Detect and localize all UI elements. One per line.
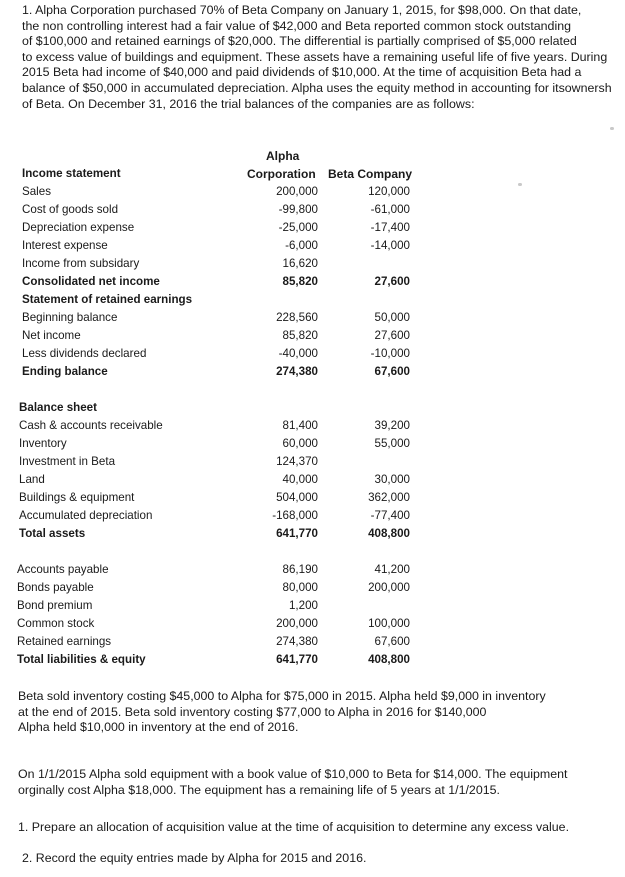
- note-line: On 1/1/2015 Alpha sold equipment with a book value of $10,000 to Beta for $14,000. The equipment: [18, 767, 568, 781]
- alpha-value: 200,000: [276, 185, 318, 198]
- alpha-column-header-line1: Alpha: [266, 149, 300, 163]
- table-row: [0, 239, 625, 256]
- scan-smudge: [610, 127, 614, 130]
- row-label: Cash & accounts receivable: [19, 419, 163, 432]
- intercompany-inventory-note: [18, 689, 546, 736]
- alpha-value: 80,000: [282, 581, 318, 594]
- row-label: Income from subsidary: [22, 257, 140, 270]
- row-label: Bond premium: [17, 599, 93, 612]
- row-label: Land: [19, 473, 45, 486]
- note-line: at the end of 2015. Beta sold inventory costing $77,000 to Alpha in 2016 for $140,000: [18, 704, 487, 719]
- row-label: Depreciation expense: [22, 221, 135, 234]
- table-row: [0, 221, 625, 238]
- table-row: [0, 581, 625, 598]
- problem-intro: [22, 3, 612, 112]
- question-1: 1. Prepare an allocation of acquisition value at the time of acquisition to determine any excess value.: [18, 820, 570, 834]
- beta-value: 50,000: [374, 311, 410, 324]
- row-label: Beginning balance: [22, 311, 118, 324]
- row-label: Balance sheet: [19, 401, 97, 414]
- row-label: Ending balance: [22, 365, 108, 378]
- beta-value: 39,200: [374, 419, 410, 432]
- table-row: [0, 437, 625, 454]
- beta-value: 200,000: [368, 581, 410, 594]
- alpha-value: 85,820: [282, 275, 318, 288]
- alpha-value: 85,820: [282, 329, 318, 342]
- beta-value: 362,000: [368, 491, 410, 504]
- intro-line: of Beta. On December 31, 2016 the trial balances of the companies are as follows:: [22, 96, 475, 111]
- note-line: Alpha held $10,000 in inventory at the end of 2016.: [18, 720, 299, 735]
- beta-value: 27,600: [374, 329, 410, 342]
- row-label: Total liabilities & equity: [17, 653, 146, 666]
- intro-line: the non controlling interest had a fair value of $42,000 and Beta reported common stock outstanding: [22, 18, 571, 33]
- row-label: Interest expense: [22, 239, 108, 252]
- row-label: Statement of retained earnings: [22, 293, 193, 306]
- question-2: 2. Record the equity entries made by Alpha for 2015 and 2016.: [22, 851, 367, 865]
- row-label: Inventory: [19, 437, 67, 450]
- intercompany-equipment-note: [18, 767, 567, 798]
- table-row: [0, 185, 625, 202]
- intro-line: of $100,000 and retained earnings of $20,000. The differential is partially comprised of $5,000 related: [22, 34, 577, 49]
- table-row: [0, 455, 625, 472]
- row-label: Bonds payable: [17, 581, 94, 594]
- row-label: Consolidated net income: [22, 275, 160, 288]
- note-line: orginally cost Alpha $18,000. The equipment has a remaining life of 5 years at 1/1/2015.: [18, 782, 500, 797]
- alpha-value: 124,370: [276, 455, 318, 468]
- alpha-value: 228,560: [276, 311, 318, 324]
- row-label: Retained earnings: [17, 635, 112, 648]
- table-row: [0, 365, 625, 382]
- alpha-value: 274,380: [276, 365, 318, 378]
- table-row: [0, 419, 625, 436]
- beta-value: -17,400: [370, 221, 410, 234]
- row-label: Common stock: [17, 617, 95, 630]
- alpha-value: 504,000: [276, 491, 318, 504]
- alpha-value: 200,000: [276, 617, 318, 630]
- row-label: Cost of goods sold: [22, 203, 119, 216]
- beta-value: 408,800: [368, 653, 410, 666]
- beta-value: 67,600: [374, 635, 410, 648]
- beta-value: 67,600: [374, 365, 410, 378]
- intro-line: 2015 Beta had income of $40,000 and paid dividends of $10,000. At the time of acquisition Beta had a: [22, 65, 582, 80]
- table-row: [0, 527, 625, 544]
- table-row: [0, 293, 625, 310]
- row-label: Total assets: [19, 527, 86, 540]
- beta-value: -10,000: [370, 347, 410, 360]
- alpha-value: -99,800: [278, 203, 318, 216]
- row-label: Buildings & equipment: [19, 491, 135, 504]
- alpha-value: -6,000: [285, 239, 318, 252]
- scan-smudge: [518, 183, 522, 186]
- alpha-value: 641,770: [276, 527, 318, 540]
- beta-value: 55,000: [374, 437, 410, 450]
- alpha-value: 81,400: [282, 419, 318, 432]
- beta-value: 408,800: [368, 527, 410, 540]
- table-row: [0, 563, 625, 580]
- alpha-value: 1,200: [288, 599, 318, 612]
- table-row: [0, 329, 625, 346]
- alpha-value: 16,620: [282, 257, 318, 270]
- beta-value: 41,200: [374, 563, 410, 576]
- beta-value: -61,000: [370, 203, 410, 216]
- table-row: [0, 167, 625, 184]
- table-row: [0, 653, 625, 670]
- table-row: [0, 401, 625, 418]
- table-row: [0, 203, 625, 220]
- alpha-value: 274,380: [276, 635, 318, 648]
- table-row: [0, 347, 625, 364]
- intro-line: balance of $50,000 in accumulated depreciation. Alpha uses the equity method in accounting for itsownersh: [22, 80, 612, 95]
- beta-value: -14,000: [370, 239, 410, 252]
- table-row: [0, 491, 625, 508]
- row-label: Sales: [22, 185, 52, 198]
- row-label: Net income: [22, 329, 81, 342]
- row-label: Accumulated depreciation: [19, 509, 153, 522]
- table-row: [0, 635, 625, 652]
- row-label: Investment in Beta: [19, 455, 116, 468]
- beta-value: -77,400: [370, 509, 410, 522]
- table-row: [0, 311, 625, 328]
- beta-column-header: Beta Company: [328, 167, 413, 181]
- note-line: Beta sold inventory costing $45,000 to Alpha for $75,000 in 2015. Alpha held $9,000 in inventory: [18, 689, 546, 703]
- intro-line: to excess value of buildings and equipment. These assets have a remaining useful life of five years. During: [22, 49, 608, 64]
- row-label: Income statement: [22, 167, 121, 180]
- beta-value: 27,600: [374, 275, 410, 288]
- alpha-value: 641,770: [276, 653, 318, 666]
- table-row: [0, 473, 625, 490]
- alpha-value: 60,000: [282, 437, 318, 450]
- beta-value: 120,000: [368, 185, 410, 198]
- table-row: [0, 509, 625, 526]
- alpha-value: 86,190: [282, 563, 318, 576]
- table-row: [0, 257, 625, 274]
- row-label: Less dividends declared: [22, 347, 147, 360]
- alpha-column-header-line2: Corporation: [247, 167, 316, 181]
- alpha-value: -25,000: [278, 221, 318, 234]
- alpha-value: 40,000: [282, 473, 318, 486]
- alpha-value: -40,000: [278, 347, 318, 360]
- table-row: [0, 275, 625, 292]
- intro-line: 1. Alpha Corporation purchased 70% of Beta Company on January 1, 2015, for $98,000. On that date,: [22, 3, 582, 17]
- row-label: Accounts payable: [17, 563, 109, 576]
- table-row: [0, 599, 625, 616]
- beta-value: 100,000: [368, 617, 410, 630]
- alpha-value: -168,000: [272, 509, 318, 522]
- table-row: [0, 617, 625, 634]
- beta-value: 30,000: [374, 473, 410, 486]
